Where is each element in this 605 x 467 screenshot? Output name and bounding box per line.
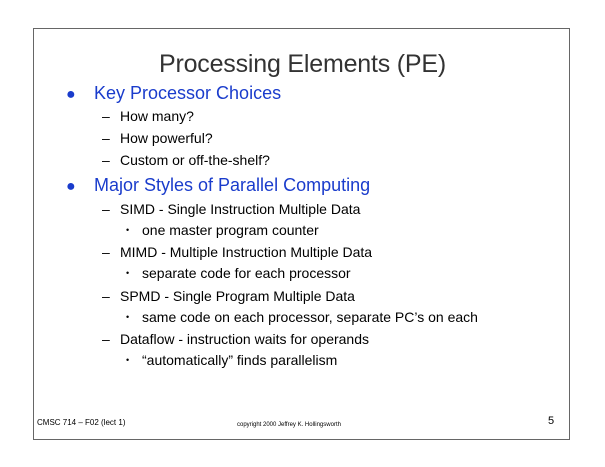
level3-bullet: •: [126, 268, 130, 278]
level2-bullet: –: [102, 152, 110, 168]
list-item: [102, 287, 355, 305]
footer-copyright: copyright 2000 Jeffrey K. Hollingsworth: [237, 422, 341, 428]
page-number: 5: [548, 415, 555, 427]
list-item-text: MIMD - Multiple Instruction Multiple Data: [120, 244, 373, 260]
sub-list-item-text: “automatically” finds parallelism: [142, 352, 338, 368]
level2-bullet: –: [102, 130, 110, 146]
level2-bullet: –: [102, 244, 110, 260]
sub-list-item-text: one master program counter: [142, 222, 319, 238]
section-heading-key-processor-choices: [66, 82, 281, 106]
level3-bullet: •: [126, 225, 130, 235]
list-item: [102, 107, 194, 125]
list-item-text: How many?: [120, 108, 194, 124]
section-heading-text: Key Processor Choices: [94, 83, 282, 103]
sub-list-item: [126, 221, 319, 239]
list-item-text: SIMD - Single Instruction Multiple Data: [120, 201, 361, 217]
sub-list-item: [126, 308, 478, 326]
level3-bullet: •: [126, 312, 130, 322]
section-heading-major-styles: [66, 174, 370, 198]
level2-bullet: –: [102, 201, 110, 217]
sub-list-item: [126, 264, 351, 282]
level3-bullet: •: [126, 355, 130, 365]
list-item-text: Custom or off-the-shelf?: [120, 152, 270, 168]
list-item-text: SPMD - Single Program Multiple Data: [120, 288, 355, 304]
sub-list-item-text: same code on each processor, separate PC’s on each: [142, 309, 478, 325]
section-heading-text: Major Styles of Parallel Computing: [94, 175, 371, 195]
level1-bullet: ●: [66, 86, 76, 103]
list-item: [102, 330, 369, 348]
footer-course: CMSC 714 – F02 (lect 1): [37, 418, 126, 427]
sub-list-item-text: separate code for each processor: [142, 265, 351, 281]
list-item: [102, 200, 360, 218]
list-item: [102, 243, 372, 261]
list-item: [102, 151, 270, 169]
list-item: [102, 129, 213, 147]
list-item-text: Dataflow - instruction waits for operands: [120, 331, 369, 347]
level2-bullet: –: [102, 288, 110, 304]
level2-bullet: –: [102, 108, 110, 124]
sub-list-item: [126, 351, 337, 369]
level1-bullet: ●: [66, 178, 76, 195]
slide-title: Processing Elements (PE): [159, 50, 446, 78]
level2-bullet: –: [102, 331, 110, 347]
list-item-text: How powerful?: [120, 130, 213, 146]
